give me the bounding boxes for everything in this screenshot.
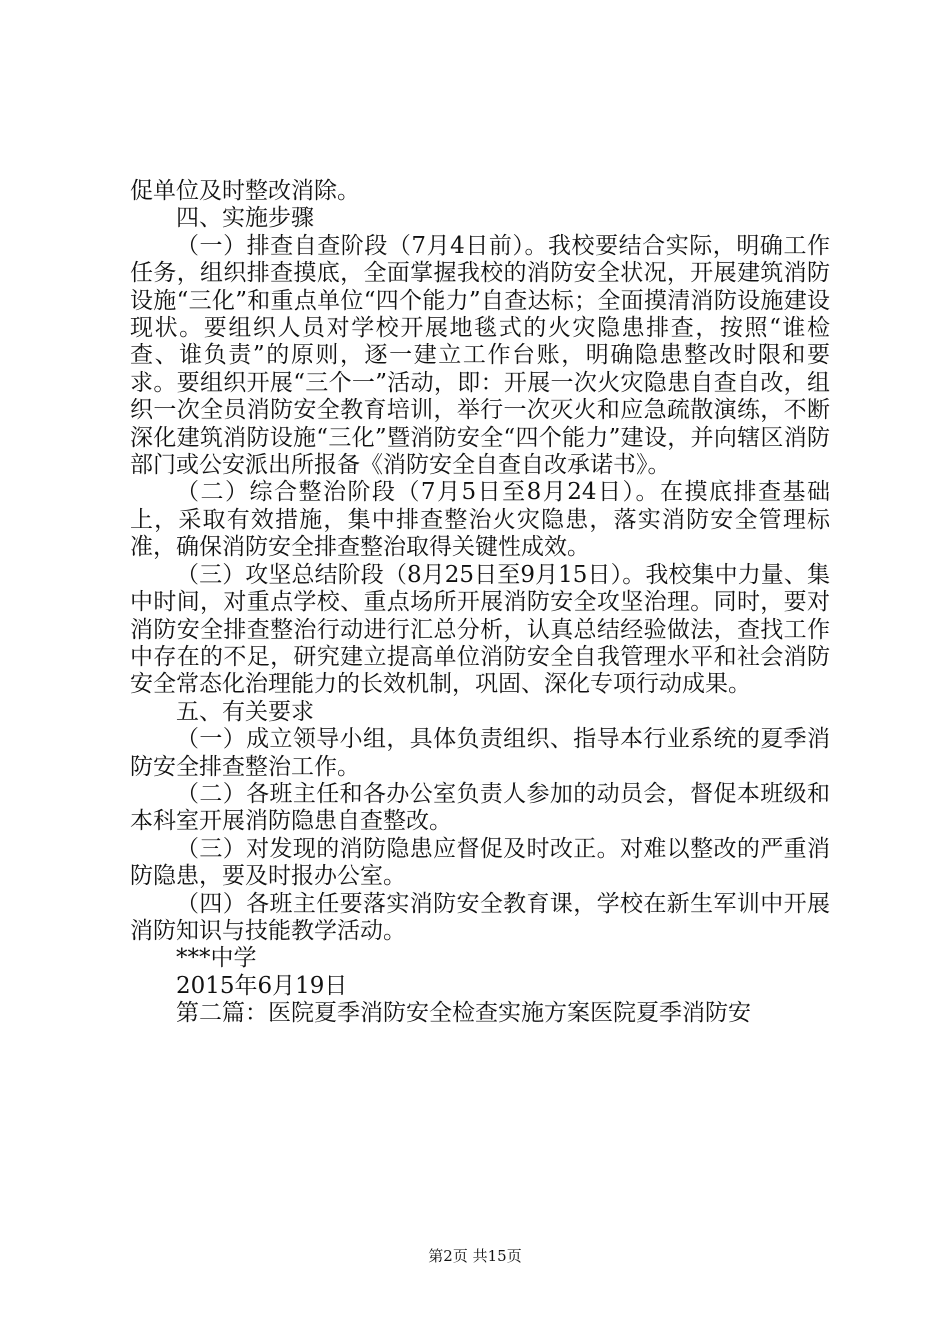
- paragraph: （四）各班主任要落实消防安全教育课，学校在新生军训中开展消防知识与技能教学活动。: [130, 890, 830, 944]
- paragraph: （一）排查自查阶段（7月4日前）。我校要结合实际，明确工作任务，组织排查摸底，全面掌握我校的消防安全状况，开展建筑消防设施“三化”和重点单位“四个能力”自查达标；全面摸清消防设施建设现状。要组织人员对学校开展地毯式的火灾隐患排查，按照“谁检查、谁负责”的原则，逐一建立工作台账，明确隐患整改时限和要求。要组织开展“三个一”活动，即：开展一次火灾隐患自查自改，组织一次全员消防安全教育培训，举行一次灭火和应急疏散演练，不断深化建筑消防设施“三化”暨消防安全“四个能力”建设，并向辖区消防部门或公安派出所报备《消防安全自查自改承诺书》。: [130, 232, 830, 479]
- paragraph: 促单位及时整改消除。: [130, 178, 360, 204]
- paragraph: （二）各班主任和各办公室负责人参加的动员会，督促本班级和本科室开展消防隐患自查整改。: [130, 780, 830, 835]
- paragraph: 第二篇：医院夏季消防安全检查实施方案医院夏季消防安: [176, 1000, 751, 1027]
- document-body: [130, 178, 830, 1028]
- paragraph: （三）对发现的消防隐患应督促及时改正。对难以整改的严重消防隐患，要及时报办公室。: [130, 835, 830, 890]
- paragraph: （三）攻坚总结阶段（8月25日至9月15日）。我校集中力量、集中时间，对重点学校、重点场所开展消防安全攻坚治理。同时，要对消防安全排查整治行动进行汇总分析，认真总结经验做法，查找工作中存在的不足，研究建立提高单位消防安全自我管理水平和社会消防安全常态化治理能力的长效机制，巩固、深化专项行动成果。: [130, 561, 830, 698]
- section-heading: 四、实施步骤: [176, 205, 314, 232]
- section-heading: 五、有关要求: [176, 698, 314, 725]
- signature-org: ***中学: [176, 945, 257, 972]
- paragraph: （二）综合整治阶段（7月5日至8月24日）。在摸底排查基础上，采取有效措施，集中排查整治火灾隐患，落实消防安全管理标准，确保消防安全排查整治取得关键性成效。: [130, 479, 830, 561]
- page-footer: 第2页 共15页: [428, 1247, 522, 1265]
- signature-date: 2015年6月19日: [176, 972, 348, 999]
- paragraph: （一）成立领导小组，具体负责组织、指导本行业系统的夏季消防安全排查整治工作。: [130, 726, 830, 780]
